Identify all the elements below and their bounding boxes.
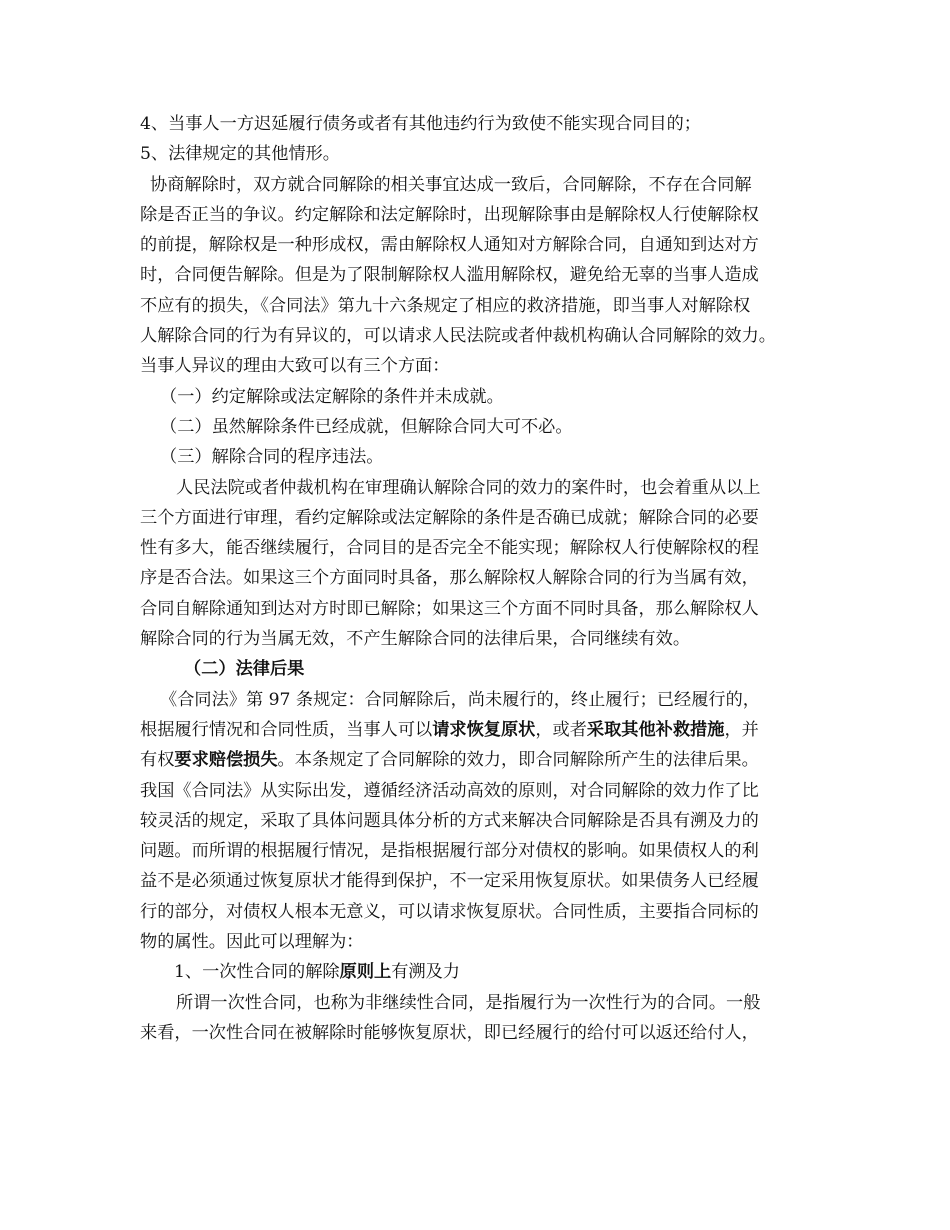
paragraph-line: 协商解除时，双方就合同解除的相关事宜达成一致后，合同解除，不存在合同解	[150, 174, 752, 195]
text-run: 根据履行情况和合同性质，当事人可以	[140, 719, 433, 740]
text-run: ，并	[724, 719, 759, 740]
text-run: 有权	[140, 750, 175, 771]
paragraph-line: 行的部分，对债权人根本无意义，可以请求恢复原状。合同性质，主要指合同标的	[140, 901, 759, 922]
paragraph-line: 时，合同便告解除。但是为了限制解除权人滥用解除权，避免给无辜的当事人造成	[140, 265, 759, 286]
section-heading: （二）法律后果	[184, 659, 305, 680]
subsection-heading	[140, 957, 812, 987]
paragraph-line: 序是否合法。如果这三个方面同时具备，那么解除权人解除合同的行为当属有效，	[140, 568, 759, 589]
text-run: 。本条规定了合同解除的效力，即合同解除所产生的法律后果。	[277, 750, 759, 771]
paragraph-line: 的前提，解除权是一种形成权，需由解除权人通知对方解除合同，自通知到达对方	[140, 235, 759, 256]
paragraph-line: 益不是必须通过恢复原状才能得到保护，不一定采用恢复原状。如果债务人已经履	[140, 871, 759, 892]
paragraph-line	[140, 715, 812, 745]
paragraph-line: 除是否正当的争议。约定解除和法定解除时，出现解除事由是解除权人行使解除权	[140, 204, 759, 225]
paragraph-line: 解除合同的行为当属无效，不产生解除合同的法律后果，合同继续有效。	[140, 629, 691, 650]
text-run: 有溯及力	[391, 962, 460, 983]
paragraph-line: 所谓一次性合同，也称为非继续性合同，是指履行为一次性行为的合同。一般	[176, 992, 761, 1013]
bold-term: 原则上	[339, 962, 392, 983]
paragraph-line: 问题。而所谓的根据履行情况，是指根据履行部分对债权的影响。如果债权人的利	[140, 841, 759, 862]
paragraph-line: 《合同法》第 97 条规定：合同解除后，尚未履行的，终止履行；已经履行的，	[160, 689, 760, 710]
paragraph-line: 人民法院或者仲裁机构在审理确认解除合同的效力的案件时，也会着重从以上	[176, 477, 761, 498]
paragraph-line: 我国《合同法》从实际出发，遵循经济活动高效的原则，对合同解除的效力作了比	[140, 780, 759, 801]
text-run: 1、一次性合同的解除	[174, 962, 340, 983]
paragraph-line: 合同自解除通知到达对方时即已解除；如果这三个方面不同时具备，那么解除权人	[140, 598, 759, 619]
paragraph-line: 较灵活的规定，采取了具体问题具体分析的方式来解决合同解除是否具有溯及力的	[140, 810, 759, 831]
text-run: ，或者	[535, 719, 587, 740]
bold-term: 请求恢复原状	[432, 719, 536, 740]
list-item-three: （三）解除合同的程序违法。	[160, 447, 384, 468]
bold-term: 采取其他补救措施	[586, 719, 725, 740]
paragraph-line: 物的属性。因此可以理解为：	[140, 932, 364, 953]
document-page	[140, 109, 812, 1048]
bold-term: 要求赔偿损失	[174, 750, 278, 771]
paragraph-line: 人解除合同的行为有异议的，可以请求人民法院或者仲裁机构确认合同解除的效力。	[140, 326, 776, 347]
paragraph-line: 来看，一次性合同在被解除时能够恢复原状，即已经履行的给付可以返还给付人，	[140, 1022, 759, 1043]
list-item-one: （一）约定解除或法定解除的条件并未成就。	[160, 386, 504, 407]
list-item-two: （二）虽然解除条件已经成就，但解除合同大可不必。	[160, 416, 573, 437]
paragraph-line: 三个方面进行审理，看约定解除或法定解除的条件是否确已成就；解除合同的必要	[140, 507, 759, 528]
list-item-5: 5、法律规定的其他情形。	[140, 144, 340, 165]
paragraph-line: 不应有的损失，《合同法》第九十六条规定了相应的救济措施，即当事人对解除权	[140, 295, 751, 316]
list-item-4: 4、当事人一方迟延履行债务或者有其他违约行为致使不能实现合同目的；	[140, 114, 701, 134]
paragraph-line: 当事人异议的理由大致可以有三个方面：	[140, 356, 450, 377]
paragraph-line	[140, 745, 812, 775]
paragraph-line: 性有多大，能否继续履行，合同目的是否完全不能实现；解除权人行使解除权的程	[140, 538, 759, 559]
